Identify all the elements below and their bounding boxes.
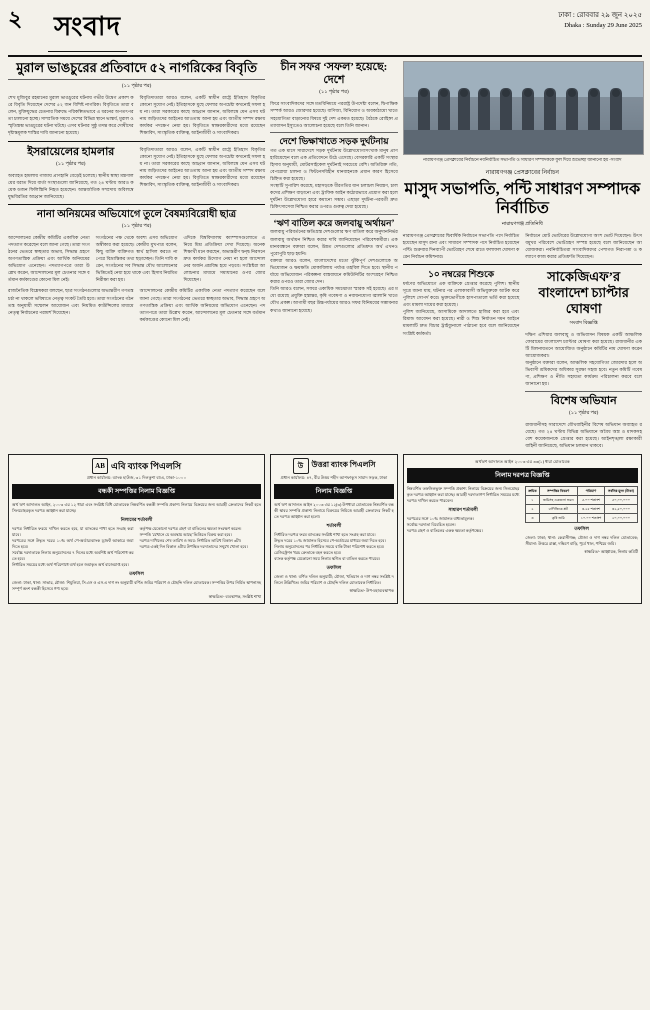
ad2-term-4: রেজিস্ট্রেশন খরচ ক্রেতাকে বহন করতে হবে। (274, 550, 342, 556)
narayanganj-headline: মাসুদ সভাপতি, পন্টি সাধারণ সম্পাদক নির্বাচিত (404, 181, 641, 218)
ad3-signature: স্বাক্ষরিত/- আহ্বায়ক, নিলাম কমিটি (584, 549, 638, 555)
ad1-term-2: দরপত্রের সঙ্গে উদ্ধৃত দরের ১০% অর্থ পে-অর্ডার/ব্যাংক ড্রাফট আকারে জমা দিতে হবে। (12, 538, 134, 550)
main-grid (8, 61, 642, 449)
ad3-intro: নিম্নবর্ণিত তফসিলভুক্ত সম্পত্তি প্রকাশ্য নিলামে বিক্রয়ের জন্য সিলমোহরকৃত দরপত্র আহ্বান করা যাচ্ছে। আগ্রহী দরদাতাগণ নির্ধারিত সময়ের মধ্যে দরপত্র দাখিল করতে পারবেন। (406, 486, 520, 504)
road-col-1: গত এক মাসে সারাদেশে সড়ক দুর্ঘটনায় উল্লেখযোগ্যসংখ্যক মানুষ প্রাণ হারিয়েছেন বলে এক প্রতিবেদনে উঠে এসেছে। বেসরকারি একটি সংস্থার হিসাব অনুযায়ী, মোটরসাইকেল দুর্ঘটনাই সবচেয়ে বেশি। অতিরিক্ত গতি, বেপরোয়া চালনা ও ফিটনেসবিহীন যানবাহনকে প্রধান কারণ হিসেবে চিহ্নিত করা হয়েছে। (270, 147, 398, 182)
ad2-terms-label: শর্তাবলী (326, 523, 342, 529)
ad1-schedule-label: তফসিল (129, 571, 144, 577)
student-col-3: এদিকে বিশ্ববিদ্যালয় ক্যাম্পাসগুলোতে এ নিয়ে মিশ্র প্রতিক্রিয়া দেখা দিয়েছে। অনেক শিক্ষার্থী মনে করছেন, অভ্যন্তরীণ দ্বন্দ্ব নিরসনে দ্রুত কার্যকর উদ্যোগ নেয়া না হলে আন্দোলনের অর্জন প্রশ্নবিদ্ধ হয়ে পড়বে। সংশ্লিষ্টরা আলোচনার মাধ্যমে সমাধানের ওপর জোর দিয়েছেন। (183, 234, 266, 283)
ad1-title: এবি ব্যাংক পিএলসি (111, 460, 182, 471)
mural-byline: (১১ পৃষ্ঠার পর) (121, 83, 152, 89)
ad3-r1c0: ২ (526, 505, 539, 514)
narayanganj-col-1: নারায়ণগঞ্জ প্রেসক্লাবের দ্বিবার্ষিক নির্বাচনে সভাপতি পদে নির্বাচিত হয়েছেন মাসুদ রানা এবং সাধারণ সম্পাদক পদে নির্বাচিত হয়েছেন পন্টি। শুক্রবার দিনব্যাপী ভোটগ্রহণ শেষে রাতে ফলাফল ঘোষণা করেন নির্বাচন কমিশনার। (402, 232, 520, 259)
loan-col-2: বক্তারা আরও বলেন, বাংলাদেশের মতো ঝুঁকিপূর্ণ দেশগুলোকে অভিযোজন ও ক্ষয়ক্ষতি মোকাবিলায় পর্যাপ্ত তহবিল দিতে হবে। স্থানীয় পর্যায়ে অভিযোজন পরিকল্পনা বাস্তবায়নে কমিউনিটির অংশগ্রহণ নিশ্চিত করার ওপরও তারা জোর দেন। (270, 257, 398, 285)
ad3-term-3: দরপত্র গ্রহণ ও বাতিলের একক ক্ষমতা কর্তৃপক্ষের। (406, 528, 483, 534)
child-col-2: পুলিশ জানিয়েছে, আসামিকে আদালতে হাজির করা হবে এবং রিমান্ড আবেদন করা হয়েছে। নারী ও শিশু নির্যাতন দমন আইনে মামলাটি দ্রুত বিচার ট্রাইব্যুনালে পাঠানো হবে বলে জানিয়েছেন সংশ্লিষ্ট কর্মকর্তা। (402, 309, 520, 336)
china-headline: চীন সফর ‘সফল’ হয়েছে: দেশে (280, 61, 388, 87)
ad3-r2c2: ১০.০০ শতাংশ (578, 514, 605, 523)
student-col-5: আন্দোলনের কেন্দ্রীয় কমিটির একাধিক নেতা পদত্যাগ করেছেন বলে জানা গেছে। তারা সংগঠনের ভেতরে স্বচ্ছতার অভাব, সিদ্ধান্ত গ্রহণে অগণতান্ত্রিক প্রক্রিয়া এবং আর্থিক অনিয়মের অভিযোগ এনেছেন। পদত্যাগপত্রে তারা উল্লেখ করেন, আন্দোলনের মূল চেতনার সঙ্গে বর্তমান কর্মকাণ্ডের কোনো মিল নেই। (139, 288, 266, 322)
israel-headline: ইসরায়েলের হামলার (27, 145, 115, 158)
ad2-band: নিলাম বিজ্ঞপ্তি (274, 484, 394, 499)
ad3-schedule: জেলা: ঢাকা; থানা: কেরানীগঞ্জ; মৌজা ও দাগ নম্বর দলিল মোতাবেক; সীমানা: উত্তরে রাস্তা, দক্ষিণে বাড়ি, পূর্বে খাল, পশ্চিমে জমি। (525, 535, 639, 547)
sacmf-col-1: দক্ষিণ এশিয়ার জলবায়ু ও অভিবাসন বিষয়ক একটি আঞ্চলিক ফোরামের বাংলাদেশ চ্যাপ্টার ঘোষণা করা হয়েছে। রাজধানীর একটি মিলনায়তনে আয়োজিত অনুষ্ঠানে কমিটির নাম ঘোষণা করেন আয়োজকরা। (525, 331, 643, 359)
table-row (526, 514, 638, 523)
ad3-th-2: পরিমাণ (578, 487, 605, 496)
left-column (8, 61, 265, 449)
ad3-th-1: সম্পত্তির বিবরণ (539, 487, 577, 496)
ad2-schedule-label: তফসিল (326, 565, 342, 571)
israel-body: অব্যাহত হামলায় গাজায় প্রাণহানি বেড়েই চলেছে। স্থানীয় স্বাস্থ্য মন্ত্রণালয়ের বরাত দিয়ে বার্তা সংস্থাগুলো জানিয়েছে, গত ২৪ ঘণ্টায় আরও কয়েক ডজন ফিলিস্তিনি নিহত হয়েছেন। আন্তর্জাতিক সম্প্রদায় অবিলম্বে যুদ্ধবিরতির আহ্বান জানিয়েছে। (8, 172, 134, 200)
ad3-r2c0: ৩ (526, 514, 539, 523)
ad3-r1c1: বাণিজ্যিক প্লট (539, 505, 577, 514)
ad2-intro: অর্থ ঋণ আদালত আইন ২০০৩ এর ১২(৩) উপধারা মোতাবেক নিম্নবর্ণিত বন্ধকী স্থাবর সম্পত্তি প্রকাশ্য নিলামে বিক্রয়ের নিমিত্তে আগ্রহী ক্রেতাদের নিকট হতে দরপত্র আহ্বান করা হলো। (274, 502, 394, 520)
drive-body: রাজধানীসহ সারাদেশে যৌথবাহিনীর বিশেষ অভিযান অব্যাহত রয়েছে। গত ২৪ ঘণ্টায় বিভিন্ন অভিযানে অবৈধ অস্ত্র ও মাদকসহ বেশ কয়েকজনকে গ্রেপ্তার করা হয়েছে। আইনশৃঙ্খলা রক্ষাকারী বাহিনী জানিয়েছে, অভিযান চলমান থাকবে। (525, 421, 643, 449)
ad-auction-notice (403, 454, 642, 603)
china-byline: (১১ পৃষ্ঠার পর) (319, 90, 349, 96)
ad3-property-table (525, 486, 638, 523)
ad2-term-3: নিলাম অনুমোদনের পর নির্ধারিত সময়ে বাকি টাকা পরিশোধ করতে হবে। (274, 544, 385, 550)
ad3-band: নিলাম দরপত্র বিজ্ঞপ্তি (407, 468, 638, 483)
ad3-r0c1: জমিসহ একতলা ভবন (539, 496, 577, 505)
student-body-lower (8, 287, 265, 323)
narayanganj-body (403, 232, 642, 260)
student-col-4: রাজনৈতিক বিশ্লেষকরা বলছেন, ছাত্র সংগঠনগুলোর অভ্যন্তরীণ গণতন্ত্র চর্চা না থাকলে ভবিষ্যতে নেতৃত্ব সংকট তৈরি হবে। তারা সংগঠনের গঠনতন্ত্র অনুযায়ী সম্মেলন আয়োজন এবং নিয়মিত কাউন্সিলের মাধ্যমে নেতৃত্ব নির্বাচনের পরামর্শ দিয়েছেন। (8, 288, 134, 315)
ad1-head (12, 458, 261, 474)
right-lower-grid (403, 269, 642, 449)
press-club-photo (403, 61, 644, 155)
ad3-term-2: সর্বোচ্চ দরদাতা বিবেচিত হবেন। (406, 522, 456, 528)
mural-body (8, 94, 265, 137)
road-headline: দেশে ভিক্ষাখাতে সড়ক দুর্ঘটনায় (279, 135, 389, 146)
ad1-term-3: সর্বোচ্চ দরদাতাকে নিলাম অনুমোদনের ৭ দিনের মধ্যে অবশিষ্ট অর্থ পরিশোধ করতে হবে। (12, 550, 134, 562)
ad2-term-1: নির্ধারিত দরপত্র ফরম ব্যাংকের সংশ্লিষ্ট শাখা হতে সংগ্রহ করা যাবে। (274, 532, 376, 538)
ad3-r1c3: ৩২,৫০,০০০ (604, 505, 637, 514)
ad3-th-3: সর্বনিম্ন মূল্য (টাকা) (604, 487, 637, 496)
ad2-term-2: উদ্ধৃত দরের ১০% জামানত হিসেবে পে-অর্ডারের মাধ্যমে জমা দিতে হবে। (274, 538, 386, 544)
ad1-intro: অর্থ ঋণ আদালত আইন, ২০০৩ এর ১২ ধারা এবং সংশ্লিষ্ট বিধি মোতাবেক নিম্নবর্ণিত বন্ধকী সম্পত্তি প্রকাশ্য নিলামে বিক্রয়ের জন্য আগ্রহী ক্রেতাদের নিকট হতে সিলমোহরকৃত দরপত্র আহ্বান করা যাচ্ছে। (12, 502, 262, 514)
israel-byline: (১১ পৃষ্ঠার পর) (56, 161, 86, 167)
student-byline: (১১ পৃষ্ঠার পর) (121, 223, 152, 229)
ad2-signature: স্বাক্ষরিত/- উপ-মহাব্যবস্থাপক (349, 588, 394, 594)
road-col-2: সংস্থাটি সুপারিশ করেছে, মহাসড়কে ধীরগতির যান চলাচল নিয়ন্ত্রণ, চালকদের প্রশিক্ষণ বাড়ানো এবং ট্রাফিক আইন কঠোরভাবে প্রয়োগ করা হলে দুর্ঘটনা উল্লেখযোগ্য হারে কমানো সম্ভব। এছাড়া দুর্ঘটনা-পরবর্তী দ্রুত চিকিৎসাসেবা নিশ্চিত করার ওপরও গুরুত্ব দেয়া হয়েছে। (270, 183, 398, 210)
ad3-r0c2: ৫.০০ শতাংশ (578, 496, 605, 505)
ad2-title: উত্তরা ব্যাংক পিএলসি (311, 460, 376, 470)
narayanganj-byline: নারায়ণগঞ্জ প্রতিনিধি (501, 221, 543, 227)
child-headline: ১০ নম্বরের শিশুকে (428, 268, 495, 279)
photo-caption: নারায়ণগঞ্জ প্রেসক্লাবের নির্বাচনে নবনির্বাচিত সভাপতি ও সাধারণ সম্পাদককে ফুল দিয়ে শুভেচ্ছা জানানো হয় -সংবাদ (423, 157, 622, 162)
table-row (526, 496, 638, 505)
ad3-r2c3: ২০,০০,০০০ (604, 514, 637, 523)
dateline-english: Dhaka : Sunday 29 June 2025 (564, 21, 642, 29)
ad1-term-7: দরপত্র দাখিলের শেষ তারিখ ও সময়: নির্ধারিত তারিখ বিকাল ৩টা। (139, 538, 242, 544)
ad1-term-4: নির্ধারিত সময়ের মধ্যে অর্থ পরিশোধে ব্যর্থ হলে জমাকৃত অর্থ বাজেয়াপ্ত হবে। (12, 562, 129, 568)
china-col-2: তিনি আরও বলেন, সফরে একাধিক সমঝোতা স্মারক সই হয়েছে। এর মধ্যে রয়েছে প্রযুক্তি হস্তান্তর, কৃষি গবেষণা ও নবায়নযোগ্য জ্বালানি খাতে যৌথ প্রকল্প। আগামী বছর উচ্চপর্যায়ের আরও সফর বিনিময়ের সম্ভাবনার কথাও জানানো হয়েছে। (270, 286, 398, 313)
newspaper-logo: সংবাদ (48, 6, 127, 52)
ad3-r0c3: ৫০,০০,০০০ (604, 496, 637, 505)
ad3-term-1: দরপত্রের সঙ্গে ১০% জামানত বাধ্যতামূলক। (406, 516, 474, 522)
ad1-subtitle: প্রধান কার্যালয়: ব্যাংক হাউজ, ৩১ দিলকুশা বা/এ, ঢাকা-১০০০ (86, 475, 187, 481)
ad1-term-6: সম্পত্তি 'যেখানে যে অবস্থায় আছে' ভিত্তিতে বিক্রয় করা হবে। (139, 532, 232, 538)
ad1-band: বন্ধকী সম্পত্তির নিলাম বিজ্ঞপ্তি (12, 484, 261, 499)
advertisements (8, 454, 642, 603)
table-row (526, 505, 638, 514)
mural-col-1: শেখ মুজিবুর রহমানের মুরাল ভাঙচুরের ঘটনায় গভীর উদ্বেগ প্রকাশ করে বিবৃতি দিয়েছেন দেশের ৫২ জন বিশিষ্ট নাগরিক। বিবৃতিতে তারা বলেন, মুক্তিযুদ্ধের চেতনার বিরুদ্ধে পরিকল্পিতভাবে এ ধরনের অপতৎপরতা চালানো হচ্ছে। সাম্প্রতিক সময়ে দেশের বিভিন্ন স্থানে ভাস্কর্য, মুরাল ও স্মৃতিস্তম্ভ ভাঙচুরের ঘটনা ঘটছে। এসব ঘটনার সুষ্ঠু তদন্ত করে দোষীদের দৃষ্টান্তমূলক শাস্তির দাবি জানানো হয়েছে। (8, 94, 134, 136)
ad3-subtitle: অর্থঋণ আদালত আইন ২০০৩ এর ৩৩(১) ধারা মোতাবেক (475, 459, 570, 465)
sacmf-headline: সাকেজিএফ’র বাংলাদেশ চ্যাপ্টার ঘোষণা (538, 268, 629, 317)
ad-ab-bank (8, 454, 265, 603)
student-col-2: সংগঠনের পক্ষ থেকে অবশ্য এসব অভিযোগ অস্বীকার করা হয়েছে। কেন্দ্রীয় মুখপাত্র বলেন, কিছু ব্যক্তি ব্যক্তিগত স্বার্থ হাসিল করতে না পেরে বিভ্রান্তিকর তথ্য ছড়াচ্ছেন। তিনি দাবি করেন, সংগঠনের সব সিদ্ধান্ত যৌথ আলোচনার ভিত্তিতেই নেয়া হয়ে থাকে এবং হিসাব নিয়মিত নিরীক্ষা করা হয়। (95, 234, 178, 283)
sacmf-col-2: অনুষ্ঠানে বক্তারা বলেন, আঞ্চলিক সহযোগিতা জোরদার হলে অভিবাসী শ্রমিকদের অধিকার সুরক্ষা সহজ হবে। নতুন কমিটি গবেষণা, প্রশিক্ষণ ও নীতি সহায়তা কার্যক্রম পরিচালনা করবে বলে জানানো হয়। (525, 360, 643, 387)
ad3-r2c1: কৃষি জমি (539, 514, 577, 523)
student-col-1: আন্দোলনের কেন্দ্রীয় কমিটির একাধিক নেতা পদত্যাগ করেছেন বলে জানা গেছে। তারা সংগঠনের ভেতরে স্বচ্ছতার অভাব, সিদ্ধান্ত গ্রহণে অগণতান্ত্রিক প্রক্রিয়া এবং আর্থিক অনিয়মের অভিযোগ এনেছেন। পদত্যাগপত্রে তারা উল্লেখ করেন, আন্দোলনের মূল চেতনার সঙ্গে বর্তমান কর্মকাণ্ডের কোনো মিল নেই। (8, 234, 90, 283)
ad1-schedule: জেলা: ঢাকা, থানা: সাভার, মৌজা: শিমুলিয়া, সি.এস ও এস.এ দাগ নং অনুযায়ী বর্ণিত জমির পরিমাণ ও চৌহদ্দি দলিল মোতাবেক। সম্পত্তির উপর নির্মিত স্থাপনাসহ সম্পূর্ণ অংশ বন্ধকী হিসেবে গণ্য হবে। (12, 580, 262, 592)
child-col-1: ধর্ষণের অভিযোগে এক ব্যক্তিকে গ্রেপ্তার করেছে পুলিশ। স্থানীয় সূত্রে জানা যায়, ঘটনার পর এলাকাবাসী অভিযুক্তকে আটক করে পুলিশে সোপর্দ করে। ভুক্তভোগীকে হাসপাতালে ভর্তি করা হয়েছে এবং মামলা দায়ের করা হয়েছে। (402, 280, 520, 308)
ad3-r1c2: ৩.২৫ শতাংশ (578, 505, 605, 514)
ab-bank-logo-icon: AB (92, 458, 108, 474)
masthead-logo-wrap (48, 6, 558, 52)
ad3-th-0: ক্রমিক (526, 487, 539, 496)
ad3-terms-label: সাধারণ শর্তাবলী (448, 507, 478, 513)
dateline-bangla: ঢাকা : রোববার ২৯ জুন ২০২৫ (558, 11, 642, 19)
narayanganj-kicker: নারায়ণগঞ্জ প্রেসক্লাবের নির্বাচন (485, 170, 559, 177)
sacmf-byline: সংবাদ বিজ্ঞপ্তি (569, 320, 598, 326)
middle-column (270, 61, 398, 449)
drive-byline: (১১ পৃষ্ঠার পর) (569, 410, 599, 416)
narayanganj-col-2: নির্বাচনে মোট ভোটারের উল্লেখযোগ্য অংশ ভোট দিয়েছেন। উৎসবমুখর পরিবেশে ভোটগ্রহণ সম্পন্ন হয়েছে বলে জানিয়েছেন আয়োজকরা। নবনির্বাচিতরা সাংবাদিকদের পেশাগত নিরাপত্তা ও কল্যাণে কাজ করার প্রতিশ্রুতি দিয়েছেন। (525, 232, 643, 259)
ad1-term-5: কর্তৃপক্ষ যেকোনো দরপত্র গ্রহণ বা বাতিলের ক্ষমতা সংরক্ষণ করেন। (139, 526, 242, 532)
masthead (8, 6, 642, 57)
israel-block (8, 146, 265, 201)
mural-col-2: বিবৃতিদাতারা আরও বলেন, একটি স্বাধীন রাষ্ট্রে ইতিহাস বিকৃতির কোনো সুযোগ নেই। ইতিহাসকে মুছে ফেলার অপচেষ্টা কখনোই সফল হয় না। তারা সরকারের কাছে আহ্বান জানান, অবিলম্বে যেন এসব ঘটনায় জড়িতদের আইনের আওতায় আনা হয় এবং জাতীয় সম্পদ রক্ষায় কার্যকর পদক্ষেপ নেয়া হয়। বিবৃতিতে স্বাক্ষরকারীদের মধ্যে রয়েছেন শিক্ষাবিদ, সাংস্কৃতিক ব্যক্তিত্ব, আইনজীবী ও সাংবাদিকরা। (139, 94, 266, 136)
dateline (558, 6, 642, 30)
ad-uttara-bank (270, 454, 398, 603)
ad1-terms-label: নিলামের শর্তাবলী (120, 517, 153, 523)
student-body (8, 234, 265, 284)
ad2-schedule: জেলা ও থানা: বর্ণিত দলিল অনুযায়ী; মৌজা, খতিয়ান ও দাগ নম্বর সংশ্লিষ্ট দলিলে উল্লিখিত। জমির পরিমাণ ও চৌহদ্দি দলিল মোতাবেক নির্ধারিত। (274, 574, 394, 586)
ad3-schedule-label: তফসিল (574, 526, 589, 532)
china-col-1: ফিরে সাংবাদিকদের সঙ্গে মতবিনিময়ে পররাষ্ট্র উপদেষ্টা বলেন, দ্বিপাক্ষিক সম্পর্ক আরও জোরদার হয়েছে। বাণিজ্য, বিনিয়োগ ও অবকাঠামো খাতে সহযোগিতা বাড়ানোর বিষয়ে দুই দেশ একমত হয়েছে। বৈঠকে রোহিঙ্গা প্রত্যাবাসন ইস্যুতেও আলোচনা হয়েছে বলে তিনি জানান। (270, 101, 398, 128)
ad2-head (274, 458, 394, 474)
uttara-bank-logo-icon: উ (293, 458, 309, 474)
page-number: ২ (8, 6, 23, 31)
ad1-signature: স্বাক্ষরিত/- ব্যবস্থাপক, সংশ্লিষ্ট শাখা (208, 594, 262, 600)
israel-body-cont: বিবৃতিদাতারা আরও বলেন, একটি স্বাধীন রাষ্ট্রে ইতিহাস বিকৃতির কোনো সুযোগ নেই। ইতিহাসকে মুছে ফেলার অপচেষ্টা কখনোই সফল হয় না। তারা সরকারের কাছে আহ্বান জানান, অবিলম্বে যেন এসব ঘটনায় জড়িতদের আইনের আওতায় আনা হয় এবং জাতীয় সম্পদ রক্ষায় কার্যকর পদক্ষেপ নেয়া হয়। বিবৃতিতে স্বাক্ষরকারীদের মধ্যে রয়েছেন শিক্ষাবিদ, সাংস্কৃতিক ব্যক্তিত্ব, আইনজীবী ও সাংবাদিকরা। (139, 146, 266, 188)
drive-headline: বিশেষ অভিযান (550, 394, 617, 407)
ad1-term-1: দরপত্র নির্ধারিত ফরমে দাখিল করতে হবে, যা ব্যাংকের শাখা হতে সংগ্রহ করা যাবে। (12, 526, 134, 538)
loan-col-1: জলবায়ু পরিবর্তনের ক্ষতিগ্রস্ত দেশগুলোর ঋণ বাতিল করে অনুদাননির্ভর জলবায়ু অর্থায়ন নিশ্চিত করার দাবি জানিয়েছেন পরিবেশকর্মীরা। এক মানববন্ধনে বক্তারা বলেন, উন্নত দেশগুলোর প্রতিশ্রুত অর্থ এখনও পুরোপুরি ছাড় হয়নি। (270, 229, 398, 256)
ad1-term-8: দরপত্র একই দিন বিকাল ৪টায় উপস্থিত দরদাতাদের সম্মুখে খোলা হবে। (139, 544, 248, 550)
loan-headline: ‘ঋণ বাতিল করে জলবায়ু অর্থায়ন’ (273, 217, 395, 228)
ad2-subtitle: প্রধান কার্যালয়: ৪৭, বীর উত্তম শহীদ আশফাকুস সামাদ সড়ক, ঢাকা (280, 475, 388, 481)
right-column (403, 61, 642, 449)
ad2-term-5: ব্যাংক কর্তৃপক্ষ যেকোনো সময় নিলাম স্থগিত বা বাতিল করতে পারবে। (274, 556, 381, 562)
student-headline: নানা অনিয়মের অভিযোগে তুলে বৈষম্যবিরোধী ছাত্র (37, 209, 237, 221)
mural-headline: মুরাল ভাঙচুরের প্রতিবাদে ৫২ নাগরিকের বিবৃতি (16, 60, 257, 75)
ad3-r0c0: ১ (526, 496, 539, 505)
